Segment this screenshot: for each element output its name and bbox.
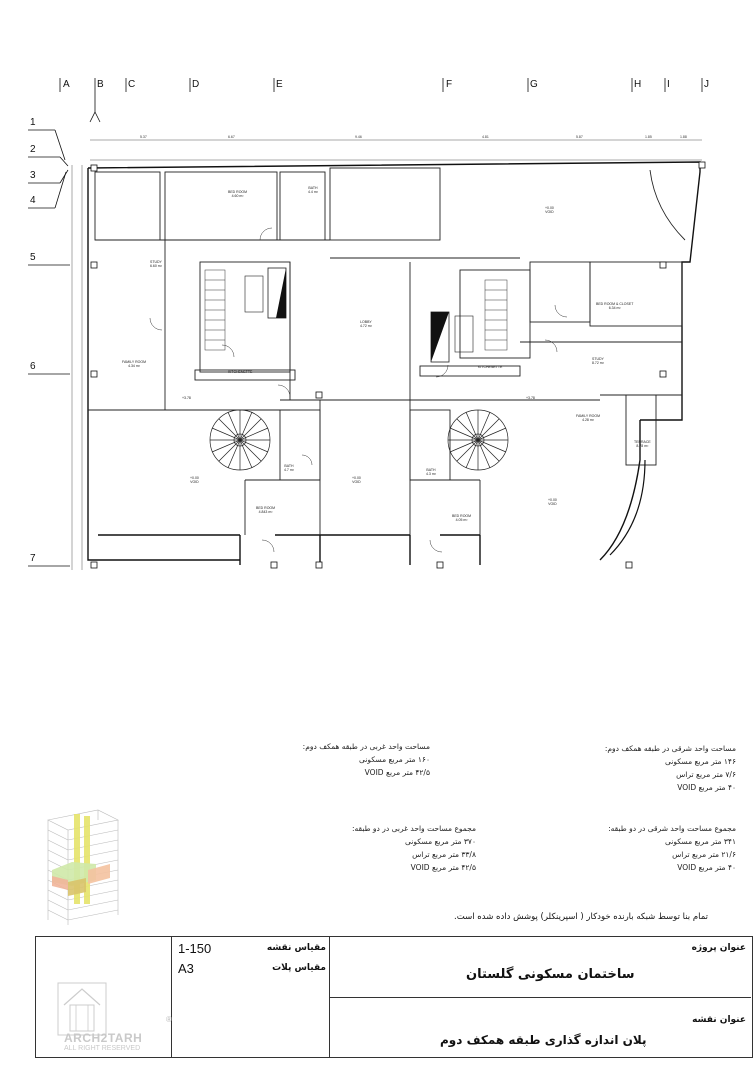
grid-col-A: A [63, 79, 70, 90]
east-total-line-2: ۲۱/۶ متر مربع تراس [672, 850, 736, 859]
room-bedroom-closet: BED ROOM & CLOSET 6.34 m² [596, 302, 634, 310]
title-block [35, 936, 753, 1058]
west-unit-area-title: مساحت واحد غربی در طبقه همکف دوم: [302, 742, 430, 751]
left-dimension-line [72, 165, 82, 570]
grid-col-J: J [704, 79, 709, 90]
dim-fg: 4.81 [482, 135, 489, 139]
east-total-line-3: ۴۰ متر مربع VOID [677, 863, 736, 872]
west-unit-line-1: ۱۶۰ متر مربع مسکونی [359, 755, 430, 764]
scale-label: مقیاس نقشه [266, 943, 326, 953]
room-kitchenette-1: KITCHENETTE [228, 370, 253, 374]
east-unit-total-note [496, 822, 736, 874]
west-total-line-3: ۴۲/۵ متر مربع VOID [410, 863, 476, 872]
room-bath-1: BATH 4.4 m² [308, 186, 318, 194]
room-bath-3: BATH 4.3 m² [426, 468, 436, 476]
building-3d-thumbnail [38, 800, 128, 930]
grid-row-5: 5 [30, 252, 36, 263]
room-void-4: +0.00 VOID [548, 498, 557, 506]
grid-col-F: F [446, 79, 453, 90]
dim-ab: 5.37 [140, 135, 147, 139]
grid-col-B: B [97, 79, 104, 90]
east-unit-area-title: مساحت واحد شرقی در طبقه همکف دوم: [604, 744, 736, 753]
grid-col-G: G [530, 79, 538, 90]
grid-row-4: 4 [30, 195, 36, 206]
project-name: ساختمان مسکونی گلستان [466, 967, 635, 982]
east-unit-line-3: ۴۰ متر مربع VOID [677, 783, 736, 792]
room-terrace: TERRACE 8.78 m² [634, 440, 651, 448]
east-total-line-1: ۳۴۱ متر مربع مسکونی [665, 837, 736, 846]
room-void-2: +0.00 VOID [190, 476, 199, 484]
sprinkler-note: تمام بنا توسط شبکه بارنده خودکار ( اسپرینکلر) پوشش داده شده است. [454, 912, 708, 922]
grid-col-E: E [276, 79, 283, 90]
sheet-name: پلان اندازه گذاری طبقه همکف دوم [440, 1033, 647, 1047]
plot-scale-value: A3 [178, 961, 194, 976]
project-label: عنوان پروژه [691, 943, 746, 953]
door-swings [150, 228, 567, 552]
east-unit-line-1: ۱۴۶ متر مربع مسکونی [665, 757, 736, 766]
room-bedroom-2: BED ROOM 4.843 m² [256, 506, 276, 514]
title-divider [329, 997, 751, 998]
grid-row-1: 1 [30, 117, 36, 128]
grid-col-I: I [667, 79, 670, 90]
dim-gh: 5.87 [576, 135, 583, 139]
dim-hi: 1.85 [645, 135, 652, 139]
logo-subtext: ALL RIGHT RESERVED [64, 1045, 141, 1052]
interior-walls [88, 168, 685, 535]
dim-ef: 9.46 [355, 135, 362, 139]
room-family-1: FAMILY ROOM 4.34 m² [122, 360, 146, 368]
grid-row-3: 3 [30, 170, 36, 181]
grid-row-7: 7 [30, 553, 36, 564]
dim-ij: 1.88 [680, 135, 687, 139]
west-unit-total-note [236, 822, 476, 874]
east-unit-area-note [496, 742, 736, 794]
grid-col-C: C [128, 79, 136, 90]
west-total-line-2: ۳۳/۸ متر مربع تراس [412, 850, 476, 859]
elevator-shafts [245, 268, 473, 362]
room-bedroom-3: BED ROOM 4.05 m² [452, 514, 472, 522]
straight-stairs [205, 270, 507, 350]
grid-col-D: D [192, 79, 200, 90]
west-unit-area-note [190, 740, 430, 779]
room-study-2: STUDY 8.72 m² [592, 357, 604, 365]
room-family-2: FAMILY ROOM 4.28 m² [576, 414, 600, 422]
spiral-stair-left [210, 410, 270, 470]
room-bath-2: BATH 4.7 m² [284, 464, 294, 472]
scale-value: 1-150 [178, 941, 212, 956]
top-dimension-line [90, 140, 702, 160]
west-total-line-1: ۳۷۰ متر مربع مسکونی [405, 837, 476, 846]
logo-registered-mark: ® [166, 1015, 172, 1024]
columns [91, 162, 705, 568]
sheet-label: عنوان نقشه [692, 1015, 746, 1025]
room-kitchenette-2: KITCHENETTE [478, 365, 503, 369]
west-unit-line-2: ۴۲/۵ متر مربع VOID [364, 768, 430, 777]
logo-text: ARCH2TARH [64, 1031, 143, 1045]
room-void-3: +0.00 VOID [352, 476, 361, 484]
grid-col-H: H [634, 79, 642, 90]
plot-scale-label: مقیاس پلات [272, 963, 326, 973]
grid-row-2: 2 [30, 144, 36, 155]
level-marker-2: +3.78 [526, 396, 535, 400]
outer-walls [88, 162, 700, 565]
east-total-title: مجموع مساحت واحد شرقی در دو طبقه: [608, 824, 736, 833]
level-marker-1: +3.78 [182, 396, 191, 400]
grid-row-6: 6 [30, 361, 36, 372]
east-unit-line-2: ۷/۶ متر مربع تراس [676, 770, 736, 779]
room-bedroom-1: BED ROOM 4.60 m² [228, 190, 248, 198]
room-study-1: STUDY 6.60 m² [150, 260, 162, 268]
room-void-1: +0.00 VOID [545, 206, 554, 214]
spiral-stair-right [448, 410, 508, 470]
dim-de: 6.67 [228, 135, 235, 139]
west-total-title: مجموع مساحت واحد غربی در دو طبقه: [351, 824, 476, 833]
room-lobby: LOBBY 4.72 m² [360, 320, 372, 328]
